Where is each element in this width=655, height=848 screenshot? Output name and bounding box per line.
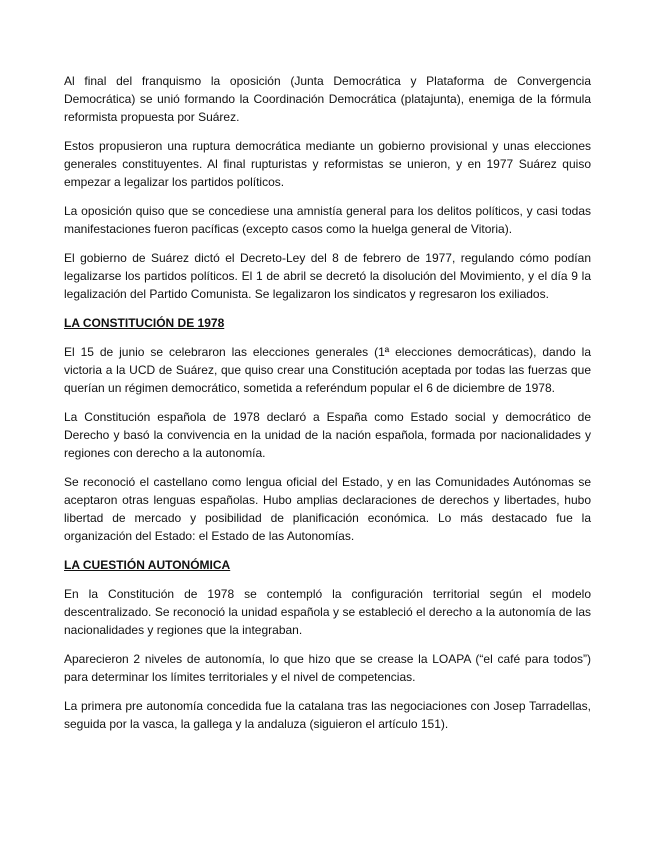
paragraph-decreto-ley: El gobierno de Suárez dictó el Decreto-Ley del 8 de febrero de 1977, regulando cómo podían legalizarse los partidos políticos. El 1 de abril se decretó la disolución del Movimiento, y el día 9 la legalización del Partido Comunista. Se legalizaron los sindicatos y regresaron los exiliados. [64,251,591,301]
paragraph-loapa: Aparecieron 2 niveles de autonomía, lo que hizo que se crease la LOAPA (“el café para todos”) para determinar los límites territoriales y el nivel de competencias. [64,652,591,684]
paragraph-amnistia: La oposición quiso que se concediese una amnistía general para los delitos políticos, y casi todas manifestaciones fueron pacíficas (excepto casos como la huelga general de Vitoria). [64,204,591,236]
paragraph-oposicion: Al final del franquismo la oposición (Junta Democrática y Plataforma de Convergencia Democrática) se unió formando la Coordinación Democrática (platajunta), enemiga de la fórmula reformista propuesta por Suárez. [64,74,591,124]
paragraph-elecciones: El 15 de junio se celebraron las elecciones generales (1ª elecciones democráticas), dando la victoria a la UCD de Suárez, que quiso crear una Constitución aceptada por todas las fuerzas que querían un régimen democrático, sometida a referéndum popular el 6 de diciembre de 1978. [64,345,591,395]
heading-autonomica: LA CUESTIÓN AUTONÓMICA [64,558,231,572]
paragraph-pre-autonomia: La primera pre autonomía concedida fue la catalana tras las negociaciones con Josep Tarradellas, seguida por la vasca, la gallega y la andaluza (siguieron el artículo 151). [64,699,591,731]
paragraph-configuracion: En la Constitución de 1978 se contempló la configuración territorial según el modelo descentralizado. Se reconoció la unidad española y se estableció el derecho a la autonomía de las nacionalidades y regiones que la integraban. [64,587,591,637]
paragraph-ruptura: Estos propusieron una ruptura democrática mediante un gobierno provisional y unas elecciones generales constituyentes. Al final rupturistas y reformistas se unieron, y en 1977 Suárez quiso empezar a legalizar los partidos políticos. [64,139,591,189]
paragraph-lenguas: Se reconoció el castellano como lengua oficial del Estado, y en las Comunidades Autónomas se aceptaron otras lenguas españolas. Hubo amplias declaraciones de derechos y libertades, hubo libertad de mercado y posibilidad de planificación económica. Lo más destacado fue la organización del Estado: el Estado de las Autonomías. [64,475,591,543]
paragraph-estado-social: La Constitución española de 1978 declaró a España como Estado social y democrático de Derecho y basó la convivencia en la unidad de la nación española, formada por nacionalidades y regiones con derecho a la autonomía. [64,410,591,460]
heading-constitucion: LA CONSTITUCIÓN DE 1978 [64,316,225,330]
